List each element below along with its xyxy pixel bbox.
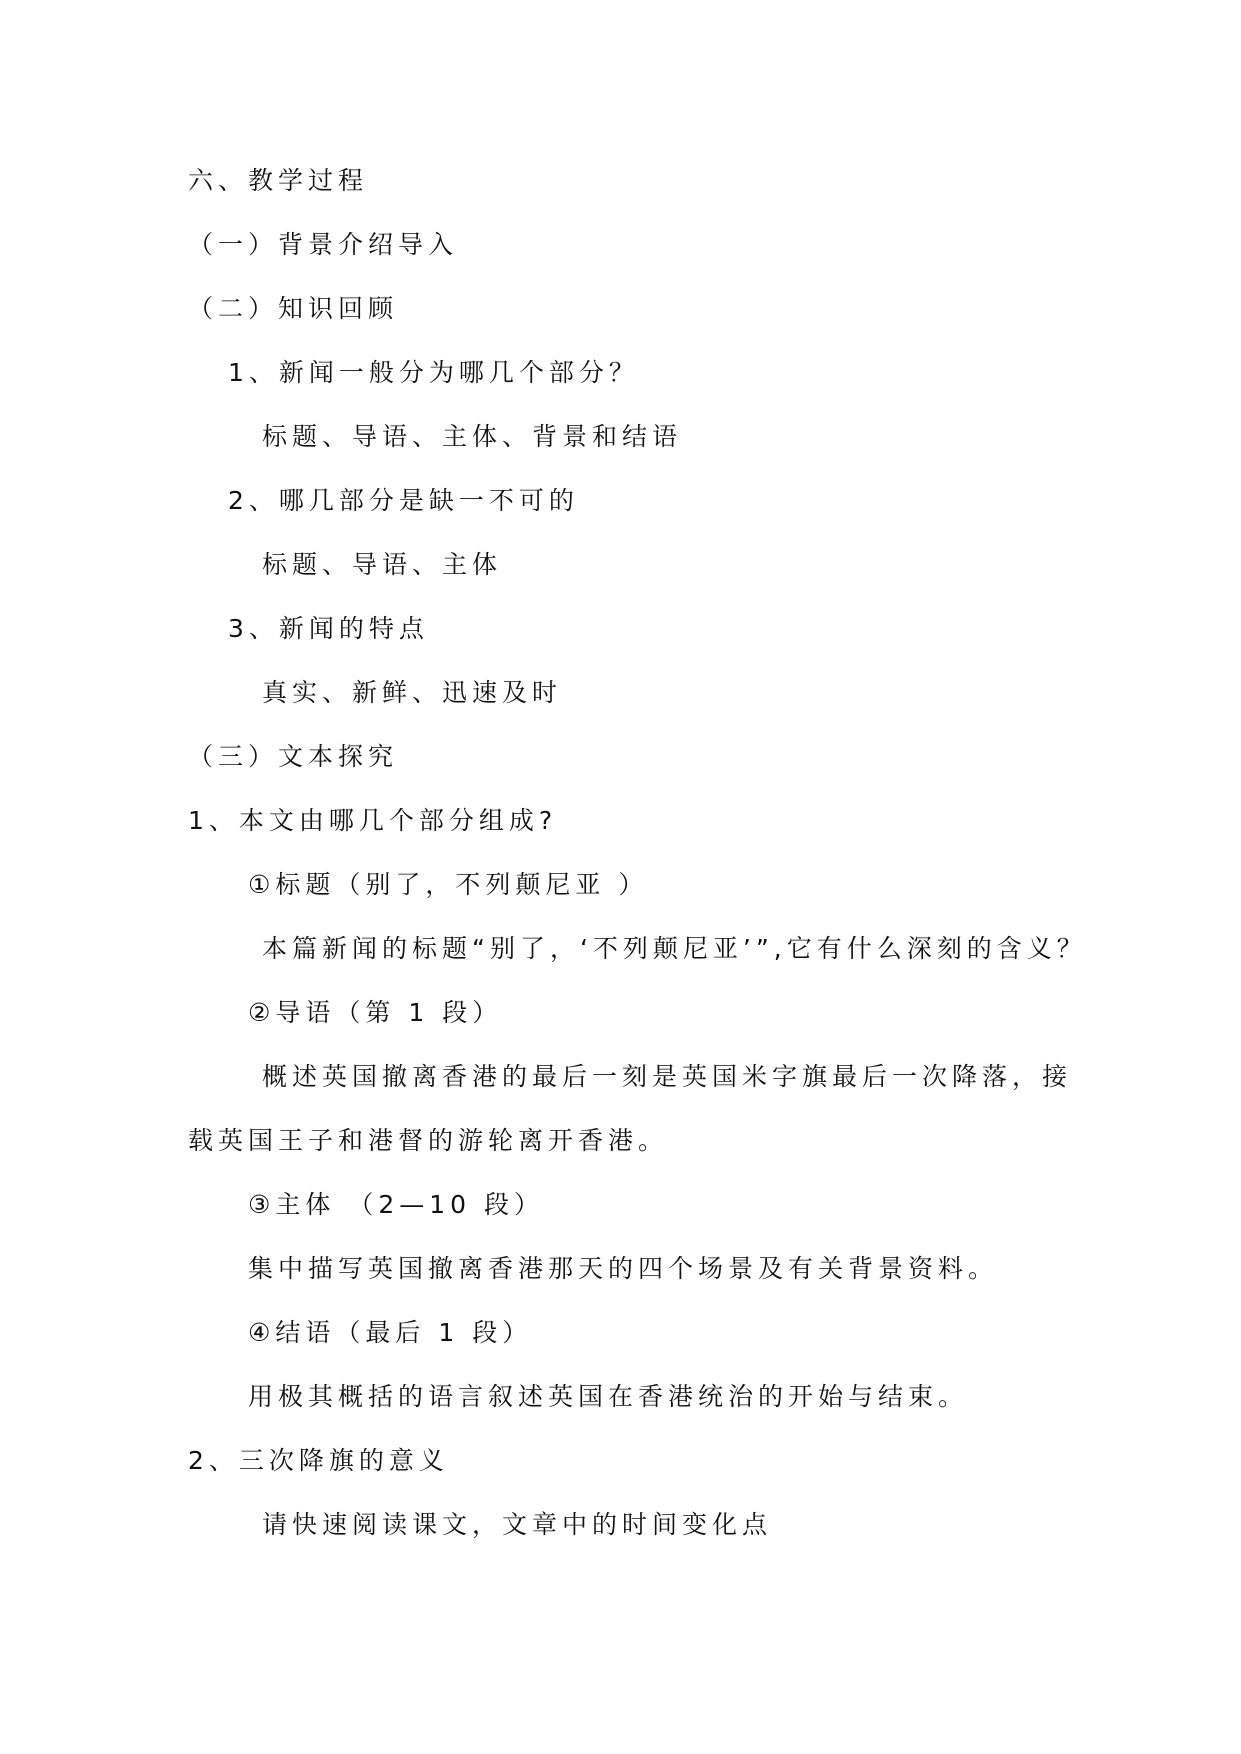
part-title: ①标题（别了，不列颠尼亚 ）	[248, 870, 649, 899]
part-body: ③主体 （2—10 段）	[248, 1190, 545, 1219]
answer-1: 标题、导语、主体、背景和结语	[262, 422, 683, 451]
part-lead-desc-line1: 概述英国撤离香港的最后一刻是英国米字旗最后一次降落，接	[262, 1062, 1073, 1091]
part-conclusion-desc: 用极其概括的语言叙述英国在香港统治的开始与结束。	[248, 1382, 969, 1411]
part-body-desc: 集中描写英国撤离香港那天的四个场景及有关背景资料。	[248, 1254, 999, 1283]
question-3: 3、新闻的特点	[228, 614, 429, 643]
subsection-heading-text-study: （三）文本探究	[188, 742, 399, 771]
section-heading-teaching-process: 六、教学过程	[188, 166, 369, 195]
question-1: 1、新闻一般分为哪几个部分？	[228, 358, 639, 387]
question-2: 2、哪几部分是缺一不可的	[228, 486, 579, 515]
study-question-1: 1、本文由哪几个部分组成?	[188, 806, 558, 835]
part-lead: ②导语（第 1 段）	[248, 998, 503, 1027]
part-title-question: 本篇新闻的标题“别了，‘不列颠尼亚’”,它有什么深刻的含义？	[262, 934, 1087, 963]
subsection-heading-review: （二）知识回顾	[188, 294, 399, 323]
part-conclusion: ④结语（最后 1 段）	[248, 1318, 533, 1347]
answer-3: 真实、新鲜、迅速及时	[262, 678, 563, 707]
study-question-2-prompt: 请快速阅读课文，文章中的时间变化点	[262, 1510, 773, 1539]
study-question-2: 2、三次降旗的意义	[188, 1446, 449, 1475]
answer-2: 标题、导语、主体	[262, 550, 503, 579]
subsection-heading-background: （一）背景介绍导入	[188, 230, 459, 259]
part-lead-desc-line2: 载英国王子和港督的游轮离开香港。	[188, 1126, 669, 1155]
